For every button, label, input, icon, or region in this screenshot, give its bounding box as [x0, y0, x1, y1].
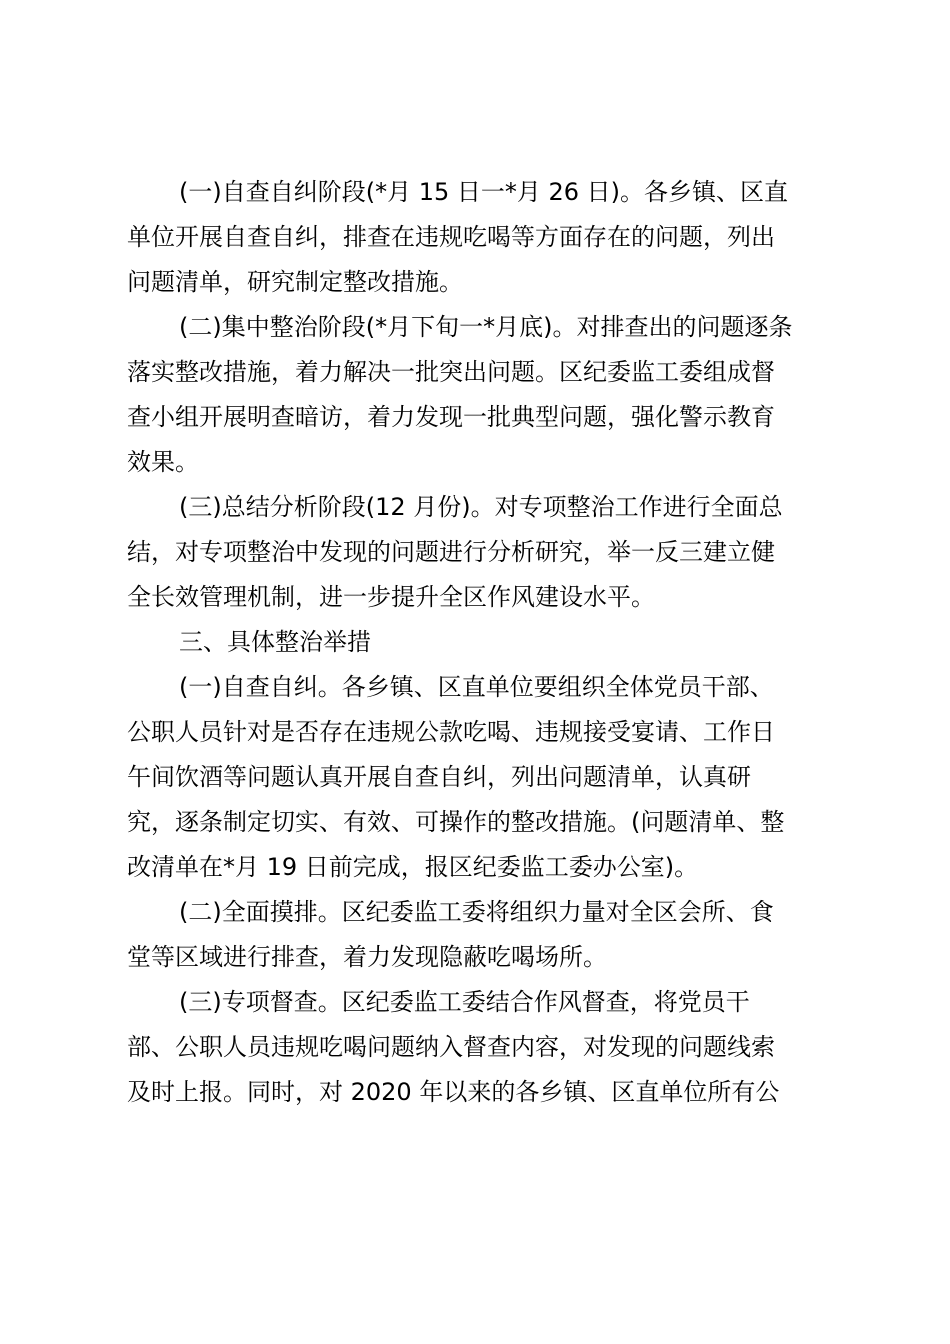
text-line: 结，对专项整治中发现的问题进行分析研究，举一反三建立健 [127, 538, 775, 566]
text-line: 查小组开展明查暗访，着力发现一批典型问题，强化警示教育 [127, 403, 775, 431]
text-line: 单位开展自查自纠，排查在违规吃喝等方面存在的问题，列出 [127, 223, 775, 251]
text-line: 效果。 [127, 448, 199, 476]
text-line: (二)全面摸排。区纪委监工委将组织力量对全区会所、食 [179, 898, 774, 926]
text-line: 及时上报。同时，对 2020 年以来的各乡镇、区直单位所有公 [127, 1078, 780, 1106]
text-line: 究，逐条制定切实、有效、可操作的整改措施。(问题清单、整 [127, 808, 785, 836]
text-line: 全长效管理机制，进一步提升全区作风建设水平。 [127, 583, 655, 611]
text-line: 落实整改措施，着力解决一批突出问题。区纪委监工委组成督 [127, 358, 775, 386]
text-line: 三、具体整治举措 [179, 628, 371, 656]
text-line: (三)专项督查。区纪委监工委结合作风督查，将党员干 [179, 988, 750, 1016]
document-body [127, 170, 827, 1115]
text-line: (一)自查自纠。各乡镇、区直单位要组织全体党员干部、 [179, 673, 774, 701]
text-line: (二)集中整治阶段(*月下旬一*月底)。对排查出的问题逐条 [179, 313, 793, 341]
text-line: 部、公职人员违规吃喝问题纳入督查内容，对发现的问题线索 [127, 1033, 775, 1061]
text-line: 公职人员针对是否存在违规公款吃喝、违规接受宴请、工作日 [127, 718, 775, 746]
text-line: (一)自查自纠阶段(*月 15 日一*月 26 日)。各乡镇、区直 [179, 178, 789, 206]
text-line: 堂等区域进行排查，着力发现隐蔽吃喝场所。 [127, 943, 607, 971]
text-line: 午间饮酒等问题认真开展自查自纠，列出问题清单，认真研 [127, 763, 751, 791]
text-line: 改清单在*月 19 日前完成，报区纪委监工委办公室)。 [127, 853, 699, 881]
text-line: (三)总结分析阶段(12 月份)。对专项整治工作进行全面总 [179, 493, 783, 521]
text-line: 问题清单，研究制定整改措施。 [127, 268, 463, 296]
